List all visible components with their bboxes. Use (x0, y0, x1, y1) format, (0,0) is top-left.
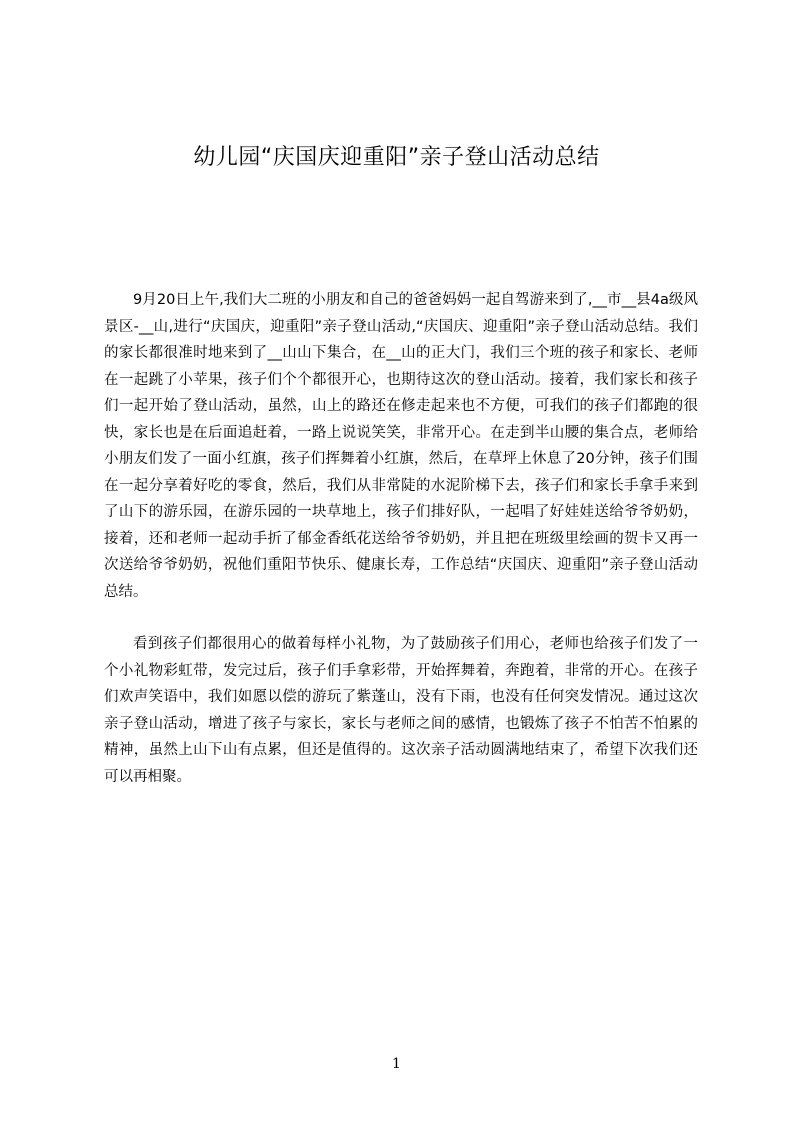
document-body (104, 287, 698, 790)
document-title: 幼儿园“庆国庆迎重阳”亲子登山活动总结 (193, 145, 600, 170)
paragraph-1: 9月20日上午,我们大二班的小朋友和自己的爸爸妈妈一起自驾游来到了,__市__县4a级风景区-__山,进行“庆国庆，迎重阳”亲子登山活动,“庆国庆、迎重阳”亲子登山活动总结。我们的家长都很准时地来到了__山山下集合，在__山的正大门，我们三个班的孩子和家长、老师在一起跳了小苹果，孩子们个个都很开心，也期待这次的登山活动。接着，我们家长和孩子们一起开始了登山活动，虽然，山上的路还在修走起来也不方便，可我们的孩子们都跑的很快，家长也是在后面追赶着，一路上说说笑笑，非常开心。在走到半山腰的集合点，老师给小朋友们发了一面小红旗，孩子们挥舞着小红旗，然后，在草坪上休息了20分钟，孩子们围在一起分享着好吃的零食，然后，我们从非常陡的水泥阶梯下去，孩子们和家长手拿手来到了山下的游乐园，在游乐园的一块草地上，孩子们排好队，一起唱了好娃娃送给爷爷奶奶，接着，还和老师一起动手折了郁金香纸花送给爷爷奶奶，并且把在班级里绘画的贺卡又再一次送给爷爷奶奶，祝他们重阳节快乐、健康长寿，工作总结“庆国庆、迎重阳”亲子登山活动总结。 (104, 292, 698, 600)
paragraph-2: 看到孩子们都很用心的做着每样小礼物，为了鼓励孩子们用心，老师也给孩子们发了一个小礼物彩虹带，发完过后，孩子们手拿彩带，开始挥舞着，奔跑着，非常的开心。在孩子们欢声笑语中，我们如愿以偿的游玩了紫蓬山，没有下雨，也没有任何突发情况。通过这次亲子登山活动，增进了孩子与家长，家长与老师之间的感情，也锻炼了孩子不怕苦不怕累的精神，虽然上山下山有点累，但还是值得的。这次亲子活动圆满地结束了，希望下次我们还可以再相聚。 (104, 636, 698, 785)
page-number: 1 (392, 1056, 401, 1072)
